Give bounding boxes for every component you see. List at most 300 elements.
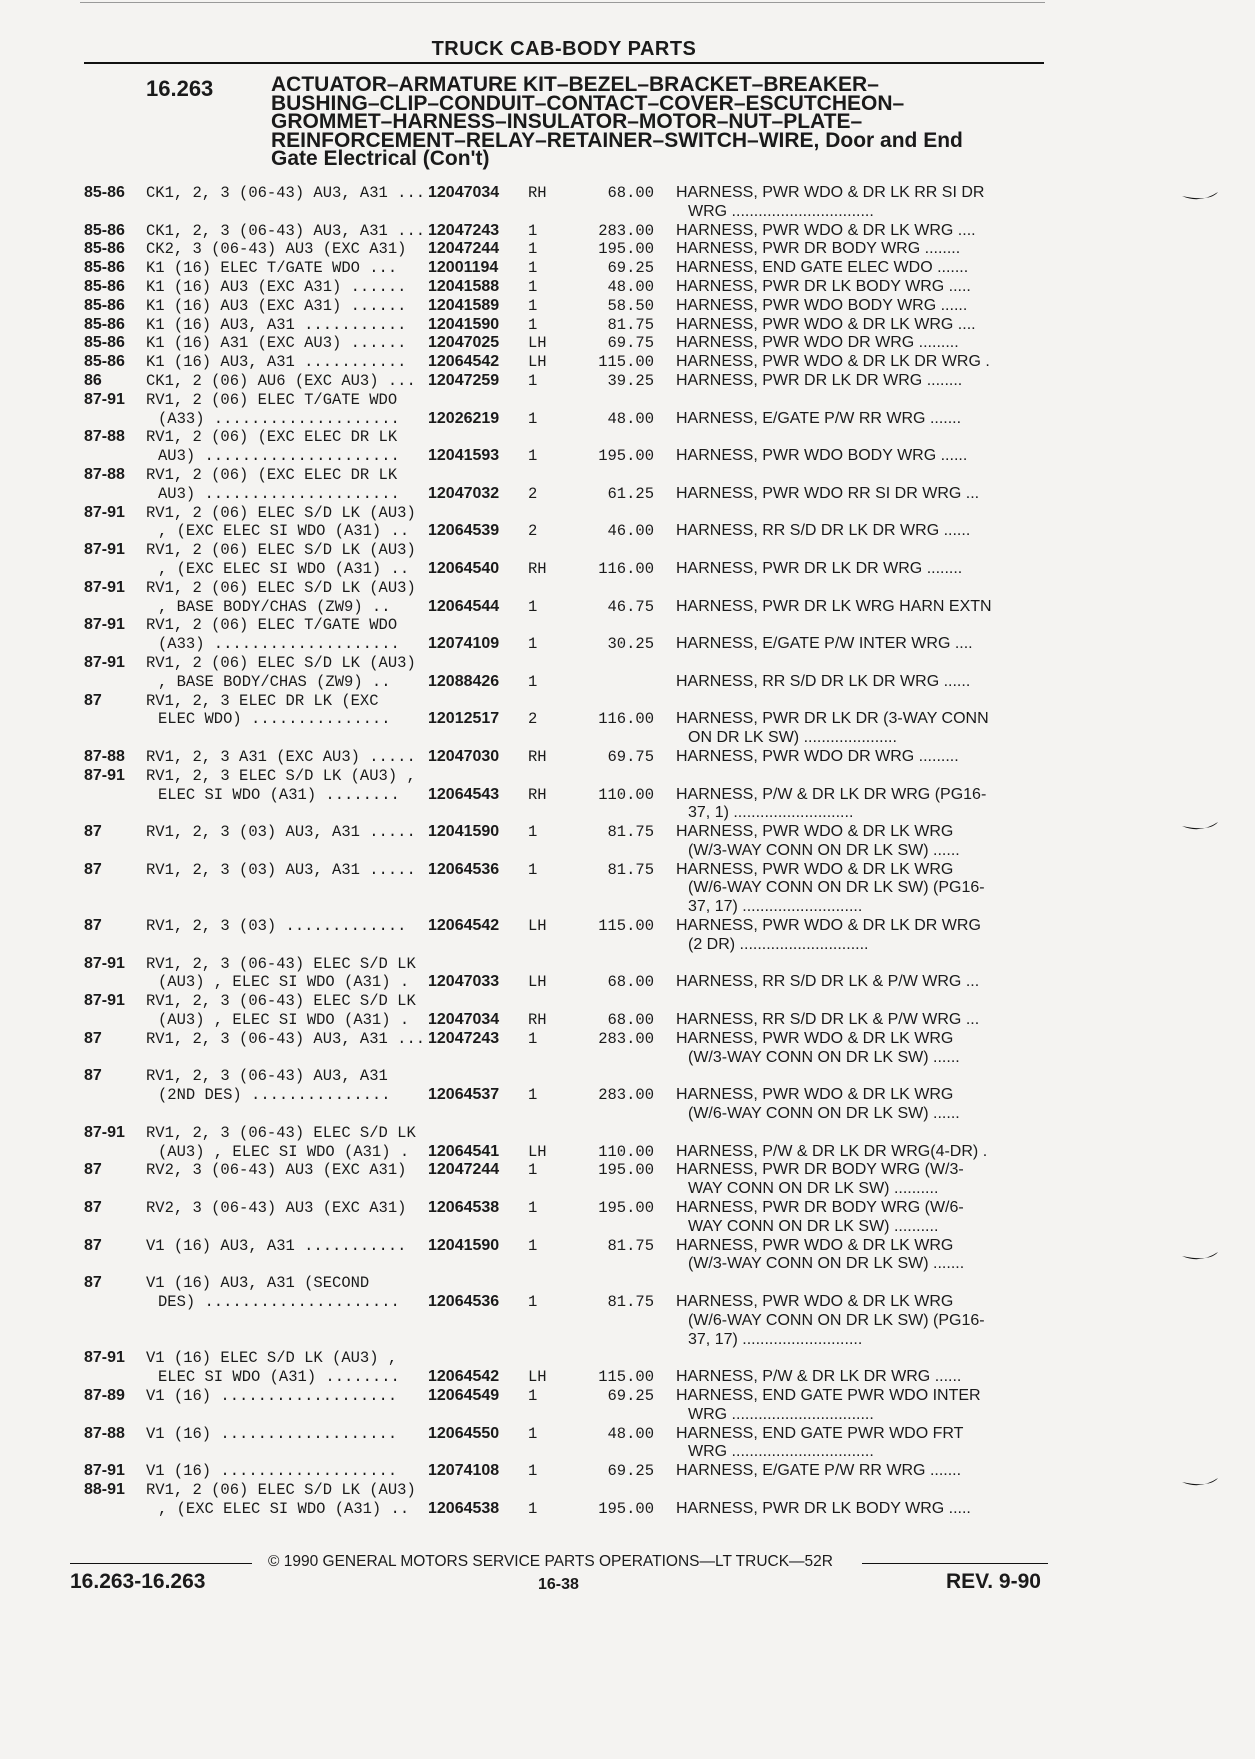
- part-number: 12047259: [428, 371, 500, 389]
- quantity: 1: [528, 1086, 538, 1105]
- model-years: 87: [84, 1067, 102, 1085]
- price: 81.75: [607, 315, 654, 334]
- part-number: 12064544: [428, 597, 500, 615]
- part-name: WRG ................................: [688, 1405, 874, 1423]
- usage-description: RV2, 3 (06-43) AU3 (EXC A31): [146, 1161, 407, 1180]
- usage-description: K1 (16) AU3 (EXC A31) ......: [146, 277, 407, 296]
- part-name: HARNESS, RR S/D DR LK & P/W WRG ...: [676, 973, 980, 991]
- quantity: 1: [528, 823, 538, 842]
- part-number: 12064538: [428, 1499, 500, 1517]
- part-number: 12064537: [428, 1086, 500, 1104]
- usage-description: RV1, 2 (06) ELEC T/GATE WDO: [146, 390, 398, 409]
- quantity: 1: [528, 635, 538, 654]
- part-number: 12041590: [428, 315, 500, 333]
- part-name: WRG ................................: [688, 1443, 874, 1461]
- section-title: [271, 73, 1031, 170]
- quantity: LH: [528, 353, 547, 372]
- quantity: 1: [528, 597, 538, 616]
- part-name: (W/6-WAY CONN ON DR LK SW) ......: [688, 1105, 960, 1123]
- quantity: 1: [528, 1293, 538, 1312]
- table-row: [0, 692, 1255, 748]
- price: 69.25: [607, 1387, 654, 1405]
- table-row: [0, 1161, 1255, 1199]
- part-number: 12064542: [428, 917, 500, 935]
- section-title-line: ACTUATOR–ARMATURE KIT–BEZEL–BRACKET–BREAKER–: [271, 73, 879, 96]
- model-years: 87-91: [84, 1462, 125, 1480]
- part-number: 12088426: [428, 672, 500, 690]
- table-row: [0, 541, 1255, 579]
- usage-description: , BASE BODY/CHAS (ZW9) ..: [158, 597, 391, 616]
- part-number: 12047025: [428, 334, 500, 352]
- table-row: [0, 504, 1255, 542]
- model-years: 87-91: [84, 1349, 125, 1367]
- quantity: 1: [528, 1387, 538, 1405]
- quantity: 1: [528, 1424, 538, 1443]
- quantity: RH: [528, 785, 547, 804]
- model-years: 87: [84, 1029, 102, 1047]
- part-number: 12012517: [428, 710, 500, 728]
- table-row: [0, 428, 1255, 466]
- usage-description: K1 (16) A31 (EXC AU3) ......: [146, 334, 407, 353]
- usage-description: V1 (16) ELEC S/D LK (AU3) ,: [146, 1349, 398, 1368]
- part-name: HARNESS, PWR WDO & DR LK WRG: [676, 823, 954, 841]
- usage-description: , (EXC ELEC SI WDO (A31) ..: [158, 559, 410, 578]
- quantity: 2: [528, 710, 538, 729]
- table-row: [0, 917, 1255, 955]
- part-name: HARNESS, P/W & DR LK DR WRG ......: [676, 1368, 962, 1386]
- usage-description: RV1, 2 (06) ELEC S/D LK (AU3): [146, 503, 416, 522]
- usage-description: RV1, 2, 3 ELEC DR LK (EXC: [146, 691, 379, 710]
- usage-description: CK1, 2, 3 (06-43) AU3, A31 ...: [146, 184, 426, 202]
- price: 81.75: [607, 823, 654, 842]
- price: 115.00: [598, 917, 654, 936]
- model-years: 87: [84, 1161, 102, 1179]
- quantity: 2: [528, 484, 538, 503]
- price: 283.00: [598, 221, 654, 240]
- part-name: HARNESS, PWR WDO & DR LK WRG ....: [676, 315, 976, 333]
- usage-description: (A33) ....................: [158, 635, 400, 654]
- price: 195.00: [598, 1161, 654, 1180]
- top-edge-line: [80, 2, 1045, 3]
- part-name: WRG ................................: [688, 202, 874, 220]
- part-name: HARNESS, PWR DR LK DR WRG ........: [676, 371, 963, 389]
- table-row: [0, 1349, 1255, 1387]
- part-name: HARNESS, PWR DR BODY WRG (W/3-: [676, 1161, 964, 1179]
- price: 116.00: [598, 559, 654, 578]
- model-years: 87-91: [84, 578, 125, 596]
- part-number: 12064536: [428, 1293, 500, 1311]
- part-name: HARNESS, END GATE PWR WDO FRT: [676, 1424, 964, 1442]
- price: 68.00: [607, 1011, 654, 1030]
- table-row: [0, 1237, 1255, 1275]
- table-row: [0, 1425, 1255, 1463]
- usage-description: (AU3) , ELEC SI WDO (A31) .: [158, 1142, 410, 1161]
- model-years: 85-86: [84, 184, 125, 201]
- price: 195.00: [598, 1499, 654, 1518]
- part-name: WAY CONN ON DR LK SW) ..........: [688, 1180, 939, 1198]
- quantity: RH: [528, 559, 547, 578]
- part-number: 12041590: [428, 1236, 500, 1254]
- table-row: [0, 992, 1255, 1030]
- table-row: [0, 616, 1255, 654]
- model-years: 87-88: [84, 747, 125, 765]
- quantity: RH: [528, 184, 547, 202]
- binder-tab-mark: [1180, 1476, 1220, 1490]
- usage-description: V1 (16) AU3, A31 (SECOND: [146, 1274, 370, 1293]
- model-years: 86: [84, 371, 102, 389]
- model-years: 87: [84, 691, 102, 709]
- part-name: (W/6-WAY CONN ON DR LK SW) (PG16-: [688, 879, 985, 897]
- quantity: 1: [528, 240, 538, 259]
- part-name: WAY CONN ON DR LK SW) ..........: [688, 1217, 939, 1235]
- part-name: HARNESS, PWR WDO BODY WRG ......: [676, 447, 968, 465]
- price: 61.25: [607, 484, 654, 503]
- usage-description: ELEC SI WDO (A31) ........: [158, 1368, 400, 1387]
- table-row: [0, 1274, 1255, 1349]
- price: 69.75: [607, 747, 654, 766]
- quantity: 1: [528, 315, 538, 334]
- price: 46.75: [607, 597, 654, 616]
- part-name: HARNESS, PWR WDO & DR LK DR WRG: [676, 917, 981, 935]
- model-years: 87-91: [84, 1123, 125, 1141]
- section-title-line: REINFORCEMENT–RELAY–RETAINER–SWITCH–WIRE, Door and End: [271, 128, 963, 152]
- price: 116.00: [598, 710, 654, 729]
- model-years: 88-91: [84, 1480, 125, 1498]
- part-name: HARNESS, END GATE PWR WDO INTER: [676, 1387, 981, 1404]
- model-years: 87-89: [84, 1387, 125, 1404]
- footer-copyright: © 1990 GENERAL MOTORS SERVICE PARTS OPERATIONS—LT TRUCK—52R: [268, 1553, 833, 1570]
- quantity: 1: [528, 1199, 538, 1218]
- model-years: 87: [84, 1236, 102, 1254]
- table-row: [0, 222, 1255, 241]
- usage-description: RV1, 2, 3 (06-43) AU3, A31: [146, 1067, 388, 1086]
- part-number: 12064539: [428, 522, 500, 540]
- model-years: 85-86: [84, 259, 125, 277]
- part-name: HARNESS, PWR WDO & DR LK WRG ....: [676, 221, 976, 239]
- usage-description: , BASE BODY/CHAS (ZW9) ..: [158, 672, 391, 691]
- price: 39.25: [607, 371, 654, 390]
- binder-tab-mark: [1180, 1250, 1220, 1264]
- part-name: HARNESS, PWR WDO & DR LK WRG: [676, 1236, 954, 1254]
- part-number: 12047034: [428, 1011, 500, 1029]
- part-number: 12064536: [428, 860, 500, 878]
- table-row: [0, 579, 1255, 617]
- quantity: 1: [528, 371, 538, 390]
- usage-description: ELEC SI WDO (A31) ........: [158, 785, 400, 804]
- model-years: 87-91: [84, 992, 125, 1010]
- part-number: 12047244: [428, 240, 500, 258]
- usage-description: V1 (16) ...................: [146, 1424, 398, 1443]
- part-name: HARNESS, PWR WDO & DR LK WRG: [676, 860, 954, 878]
- part-name: HARNESS, PWR WDO & DR LK WRG: [676, 1029, 954, 1047]
- usage-description: RV1, 2, 3 (03) AU3, A31 .....: [146, 823, 416, 842]
- quantity: 1: [528, 672, 538, 691]
- part-name: 37, 17) ...........................: [688, 1330, 863, 1348]
- price: 48.00: [607, 1424, 654, 1443]
- part-number: 12041593: [428, 447, 500, 465]
- binder-tab-mark: [1180, 190, 1220, 204]
- usage-description: DES) .....................: [158, 1293, 400, 1312]
- usage-description: (2ND DES) ...............: [158, 1086, 391, 1105]
- part-name: (W/3-WAY CONN ON DR LK SW) ......: [688, 1048, 960, 1066]
- section-title-line: BUSHING–CLIP–CONDUIT–CONTACT–COVER–ESCUTCHEON–: [271, 91, 905, 115]
- footer-page-number: 16-38: [538, 1576, 579, 1593]
- table-row: [0, 391, 1255, 429]
- part-name: (W/6-WAY CONN ON DR LK SW) (PG16-: [688, 1311, 985, 1329]
- usage-description: , (EXC ELEC SI WDO (A31) ..: [158, 1499, 410, 1518]
- usage-description: RV1, 2 (06) ELEC S/D LK (AU3): [146, 1480, 416, 1499]
- usage-description: K1 (16) AU3, A31 ...........: [146, 315, 407, 334]
- price: 46.00: [607, 522, 654, 541]
- part-name: HARNESS, PWR DR LK BODY WRG .....: [676, 1499, 971, 1517]
- usage-description: CK1, 2, 3 (06-43) AU3, A31 ...: [146, 221, 426, 240]
- usage-description: RV1, 2, 3 (03) .............: [146, 917, 407, 936]
- quantity: RH: [528, 1011, 547, 1030]
- usage-description: V1 (16) ...................: [146, 1387, 398, 1405]
- model-years: 85-86: [84, 221, 125, 239]
- model-years: 85-86: [84, 240, 125, 258]
- table-row: [0, 767, 1255, 823]
- part-name: HARNESS, RR S/D DR LK DR WRG ......: [676, 672, 971, 690]
- part-name: HARNESS, PWR WDO & DR LK WRG: [676, 1086, 954, 1104]
- quantity: 1: [528, 221, 538, 240]
- table-row: [0, 1067, 1255, 1123]
- part-number: 12074108: [428, 1462, 500, 1480]
- part-name: HARNESS, END GATE ELEC WDO .......: [676, 259, 969, 277]
- usage-description: ELEC WDO) ...............: [158, 710, 391, 729]
- quantity: 1: [528, 1161, 538, 1180]
- part-name: HARNESS, PWR WDO BODY WRG ......: [676, 296, 968, 314]
- quantity: 1: [528, 296, 538, 315]
- price: 195.00: [598, 447, 654, 466]
- quantity: 1: [528, 277, 538, 296]
- price: 48.00: [607, 409, 654, 428]
- quantity: LH: [528, 1142, 547, 1161]
- price: 115.00: [598, 1368, 654, 1387]
- price: 110.00: [598, 785, 654, 804]
- part-name: HARNESS, P/W & DR LK DR WRG (PG16-: [676, 785, 987, 803]
- model-years: 87-88: [84, 428, 125, 446]
- binder-tab-mark: [1180, 820, 1220, 834]
- usage-description: RV1, 2, 3 (06-43) AU3, A31 ...: [146, 1029, 426, 1048]
- price: 69.75: [607, 334, 654, 353]
- part-name: HARNESS, PWR WDO & DR LK RR SI DR: [676, 184, 985, 201]
- part-number: 12047030: [428, 747, 500, 765]
- part-number: 12047034: [428, 184, 500, 201]
- usage-description: RV1, 2, 3 ELEC S/D LK (AU3) ,: [146, 766, 416, 785]
- part-number: 12064540: [428, 559, 500, 577]
- price: 68.00: [607, 184, 654, 202]
- model-years: 87-91: [84, 390, 125, 408]
- part-number: 12064538: [428, 1199, 500, 1217]
- part-number: 12064542: [428, 1368, 500, 1386]
- part-name: HARNESS, PWR DR LK DR WRG ........: [676, 559, 963, 577]
- part-name: HARNESS, P/W & DR LK DR WRG(4-DR) .: [676, 1142, 988, 1160]
- table-row: [0, 654, 1255, 692]
- table-row: [0, 823, 1255, 861]
- quantity: 2: [528, 522, 538, 541]
- table-row: [0, 1481, 1255, 1519]
- part-name: HARNESS, PWR DR BODY WRG ........: [676, 240, 961, 258]
- table-row: [0, 240, 1255, 259]
- model-years: 87-91: [84, 541, 125, 559]
- quantity: LH: [528, 1368, 547, 1387]
- model-years: 87-91: [84, 503, 125, 521]
- model-years: 85-86: [84, 296, 125, 314]
- model-years: 85-86: [84, 277, 125, 295]
- part-number: 12041588: [428, 277, 500, 295]
- part-number: 12047244: [428, 1161, 500, 1179]
- usage-description: RV1, 2, 3 (06-43) ELEC S/D LK: [146, 1123, 416, 1142]
- price: 48.00: [607, 277, 654, 296]
- quantity: 1: [528, 1499, 538, 1518]
- model-years: 87: [84, 1199, 102, 1217]
- part-number: 12026219: [428, 409, 500, 427]
- part-name: 37, 1) ...........................: [688, 804, 854, 822]
- part-name: HARNESS, PWR DR BODY WRG (W/6-: [676, 1199, 964, 1217]
- price: 30.25: [607, 635, 654, 654]
- part-name: HARNESS, PWR WDO RR SI DR WRG ...: [676, 484, 980, 502]
- model-years: 87: [84, 917, 102, 935]
- usage-description: RV1, 2, 3 (03) AU3, A31 .....: [146, 860, 416, 879]
- part-number: 12064549: [428, 1387, 500, 1404]
- price: 283.00: [598, 1029, 654, 1048]
- usage-description: , (EXC ELEC SI WDO (A31) ..: [158, 522, 410, 541]
- table-row: [0, 861, 1255, 917]
- table-row: [0, 1030, 1255, 1068]
- usage-description: V1 (16) ...................: [146, 1462, 398, 1481]
- usage-description: (AU3) , ELEC SI WDO (A31) .: [158, 1011, 410, 1030]
- usage-description: RV1, 2, 3 (06-43) ELEC S/D LK: [146, 992, 416, 1011]
- table-row: [0, 955, 1255, 993]
- part-number: 12074109: [428, 635, 500, 653]
- price: 68.00: [607, 973, 654, 992]
- usage-description: K1 (16) ELEC T/GATE WDO ...: [146, 259, 398, 278]
- footer-rule-left: [70, 1563, 252, 1564]
- price: 69.25: [607, 259, 654, 278]
- table-row: [0, 1124, 1255, 1162]
- price: 69.25: [607, 1462, 654, 1481]
- part-name: HARNESS, PWR DR LK WRG HARN EXTN: [676, 597, 992, 615]
- table-row: [0, 259, 1255, 278]
- section-number: 16.263: [146, 76, 214, 101]
- model-years: 85-86: [84, 334, 125, 352]
- part-name: HARNESS, RR S/D DR LK DR WRG ......: [676, 522, 971, 540]
- model-years: 87-88: [84, 465, 125, 483]
- part-name: HARNESS, E/GATE P/W INTER WRG ....: [676, 635, 973, 653]
- table-row: [0, 372, 1255, 391]
- usage-description: RV1, 2 (06) (EXC ELEC DR LK: [146, 428, 398, 447]
- model-years: 87: [84, 1274, 102, 1292]
- usage-description: CK2, 3 (06-43) AU3 (EXC A31): [146, 240, 407, 259]
- part-name: HARNESS, RR S/D DR LK & P/W WRG ...: [676, 1011, 980, 1029]
- table-row: [0, 466, 1255, 504]
- table-row: [0, 353, 1255, 372]
- table-row: [0, 297, 1255, 316]
- price: 195.00: [598, 240, 654, 259]
- table-row: [0, 334, 1255, 353]
- part-number: 12041590: [428, 823, 500, 841]
- part-name: HARNESS, PWR WDO & DR LK DR WRG .: [676, 353, 990, 371]
- table-row: [0, 278, 1255, 297]
- price: 81.75: [607, 1236, 654, 1255]
- footer-section-range: 16.263-16.263: [70, 1570, 206, 1593]
- table-row: [0, 748, 1255, 767]
- quantity: 1: [528, 860, 538, 879]
- table-row: [0, 1462, 1255, 1481]
- quantity: LH: [528, 334, 547, 353]
- section-title-line: GROMMET–HARNESS–INSULATOR–MOTOR–NUT–PLATE–: [271, 110, 863, 133]
- part-name: HARNESS, E/GATE P/W RR WRG .......: [676, 1462, 962, 1480]
- table-row: [0, 184, 1255, 222]
- table-row: [0, 316, 1255, 335]
- model-years: 87-91: [84, 766, 125, 784]
- price: 81.75: [607, 1293, 654, 1312]
- part-name: HARNESS, E/GATE P/W RR WRG .......: [676, 409, 962, 427]
- part-number: 12064543: [428, 785, 500, 803]
- price: 195.00: [598, 1199, 654, 1218]
- part-number: 12047033: [428, 973, 500, 991]
- part-name: (2 DR) .............................: [688, 935, 869, 953]
- usage-description: (A33) ....................: [158, 409, 400, 428]
- part-number: 12001194: [428, 259, 499, 277]
- part-name: (W/3-WAY CONN ON DR LK SW) .......: [688, 1255, 965, 1273]
- part-name: HARNESS, PWR WDO & DR LK WRG: [676, 1293, 954, 1311]
- usage-description: K1 (16) AU3 (EXC A31) ......: [146, 296, 407, 315]
- usage-description: RV1, 2 (06) (EXC ELEC DR LK: [146, 465, 398, 484]
- part-number: 12047243: [428, 221, 500, 239]
- part-number: 12047243: [428, 1029, 500, 1047]
- usage-description: RV2, 3 (06-43) AU3 (EXC A31): [146, 1199, 407, 1218]
- usage-description: RV1, 2, 3 A31 (EXC AU3) .....: [146, 747, 416, 766]
- price: 58.50: [607, 296, 654, 315]
- part-name: HARNESS, PWR WDO DR WRG .........: [676, 747, 959, 765]
- part-name: ON DR LK SW) .....................: [688, 729, 897, 747]
- model-years: 87-88: [84, 1424, 125, 1442]
- part-number: 12064542: [428, 353, 500, 371]
- quantity: 1: [528, 1462, 538, 1481]
- model-years: 85-86: [84, 353, 125, 371]
- usage-description: RV1, 2 (06) ELEC S/D LK (AU3): [146, 541, 416, 560]
- section-title-line: Gate Electrical (Con't): [271, 147, 490, 170]
- quantity: 1: [528, 1029, 538, 1048]
- part-number: 12047032: [428, 484, 500, 502]
- quantity: LH: [528, 917, 547, 936]
- usage-description: V1 (16) AU3, A31 ...........: [146, 1236, 407, 1255]
- model-years: 87: [84, 860, 102, 878]
- price: 110.00: [598, 1142, 654, 1161]
- usage-description: AU3) .....................: [158, 484, 400, 503]
- price: 115.00: [598, 353, 654, 372]
- usage-description: AU3) .....................: [158, 447, 400, 466]
- footer-revision: REV. 9-90: [946, 1570, 1041, 1593]
- part-name: 37, 17) ...........................: [688, 898, 863, 916]
- usage-description: RV1, 2 (06) ELEC S/D LK (AU3): [146, 578, 416, 597]
- model-years: 87-91: [84, 954, 125, 972]
- part-number: 12064541: [428, 1142, 500, 1160]
- usage-description: RV1, 2 (06) ELEC S/D LK (AU3): [146, 653, 416, 672]
- quantity: RH: [528, 747, 547, 766]
- quantity: 1: [528, 259, 538, 278]
- price: 81.75: [607, 860, 654, 879]
- model-years: 87: [84, 823, 102, 841]
- usage-description: RV1, 2, 3 (06-43) ELEC S/D LK: [146, 954, 416, 973]
- model-years: 87-91: [84, 616, 125, 634]
- part-name: (W/3-WAY CONN ON DR LK SW) ......: [688, 841, 960, 859]
- parts-list: [0, 184, 1255, 1519]
- page-header: TRUCK CAB-BODY PARTS: [431, 38, 697, 60]
- model-years: 87-91: [84, 653, 125, 671]
